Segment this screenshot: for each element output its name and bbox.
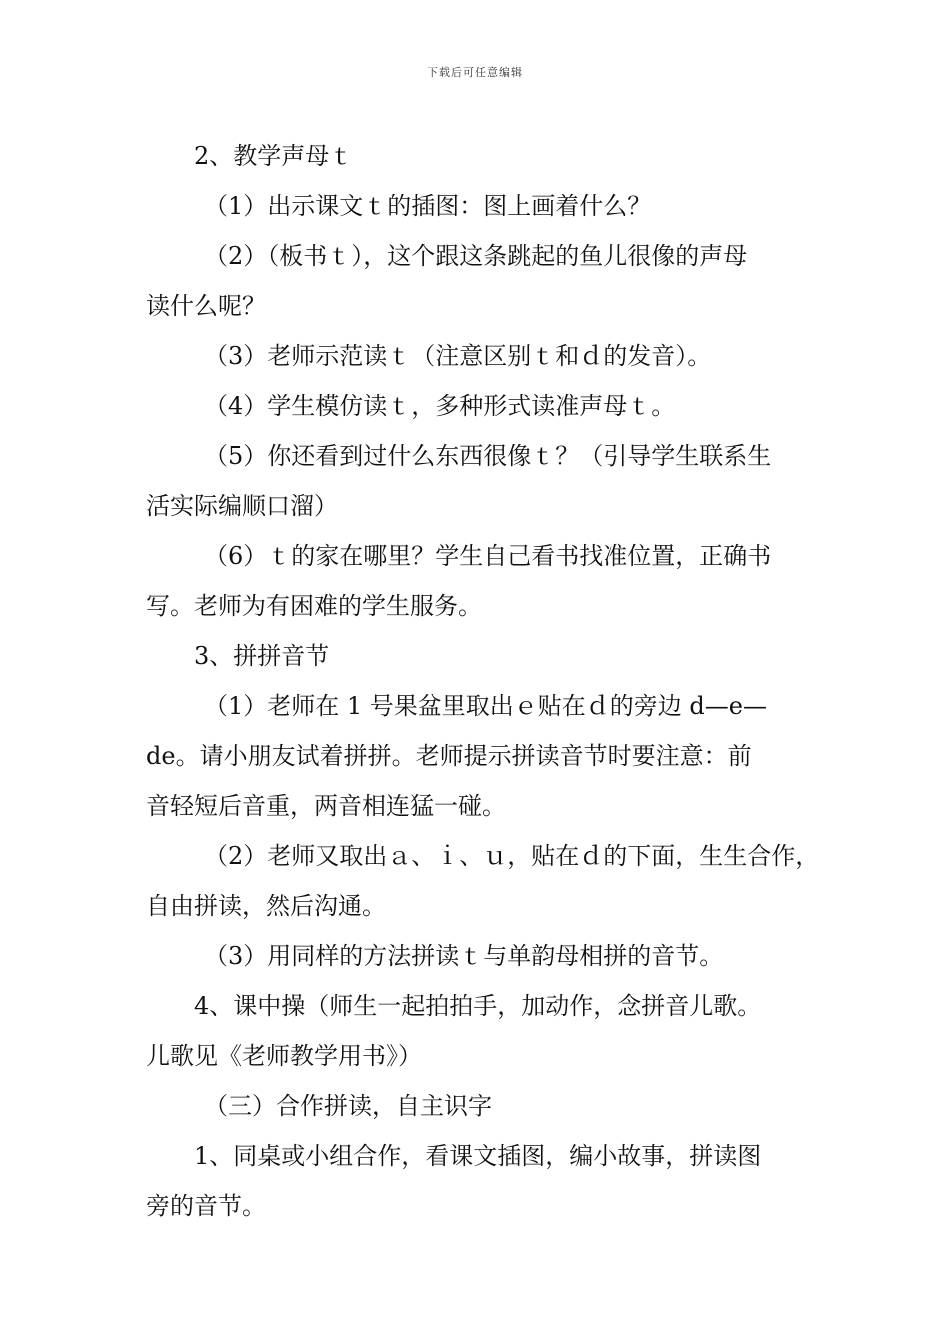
- paragraph-line: 音轻短后音重，两音相连猛一碰。: [146, 792, 506, 820]
- paragraph-line: （4）学生模仿读ｔ，多种形式读准声母ｔ。: [204, 392, 676, 420]
- page-header: 下载后可任意编辑: [427, 66, 523, 79]
- paragraph-line: 1、同桌或小组合作，看课文插图，编小故事，拼读图: [194, 1142, 762, 1170]
- paragraph-line: 自由拼读，然后沟通。: [146, 892, 386, 920]
- paragraph-line: （2）老师又取出ａ、ｉ、ｕ，贴在ｄ的下面，生生合作，: [204, 842, 820, 870]
- paragraph-line: （3）老师示范读ｔ（注意区别ｔ和ｄ的发音）。: [204, 342, 712, 370]
- paragraph-line: de。请小朋友试着拼拼。老师提示拼读音节时要注意：前: [146, 742, 752, 770]
- paragraph-line: （1）出示课文ｔ的插图：图上画着什么？: [204, 192, 652, 220]
- paragraph-line: 旁的音节。: [146, 1192, 266, 1220]
- paragraph-line: 活实际编顺口溜）: [146, 492, 338, 520]
- paragraph-line: （三）合作拼读，自主识字: [204, 1092, 492, 1120]
- paragraph-line: 3、拼拼音节: [194, 642, 330, 670]
- paragraph-line: （2）（板书ｔ），这个跟这条跳起的鱼儿很像的声母: [204, 242, 748, 270]
- paragraph-line: 写。老师为有困难的学生服务。: [146, 592, 482, 620]
- paragraph-line: 4、课中操（师生一起拍拍手，加动作，念拼音儿歌。: [194, 992, 762, 1020]
- paragraph-line: 儿歌见《老师教学用书》）: [146, 1042, 422, 1070]
- paragraph-line: （5）你还看到过什么东西很像ｔ？（引导学生联系生: [204, 442, 772, 470]
- document-body: [146, 131, 820, 1231]
- paragraph-line: （6）ｔ的家在哪里？学生自己看书找准位置，正确书: [204, 542, 772, 570]
- paragraph-line: 读什么呢？: [146, 292, 266, 320]
- paragraph-line: （1）老师在 1 号果盆里取出ｅ贴在ｄ的旁边 d—e—: [204, 692, 767, 720]
- paragraph-line: 2、教学声母ｔ: [194, 142, 354, 170]
- paragraph-line: （3）用同样的方法拼读ｔ与单韵母相拼的音节。: [204, 942, 724, 970]
